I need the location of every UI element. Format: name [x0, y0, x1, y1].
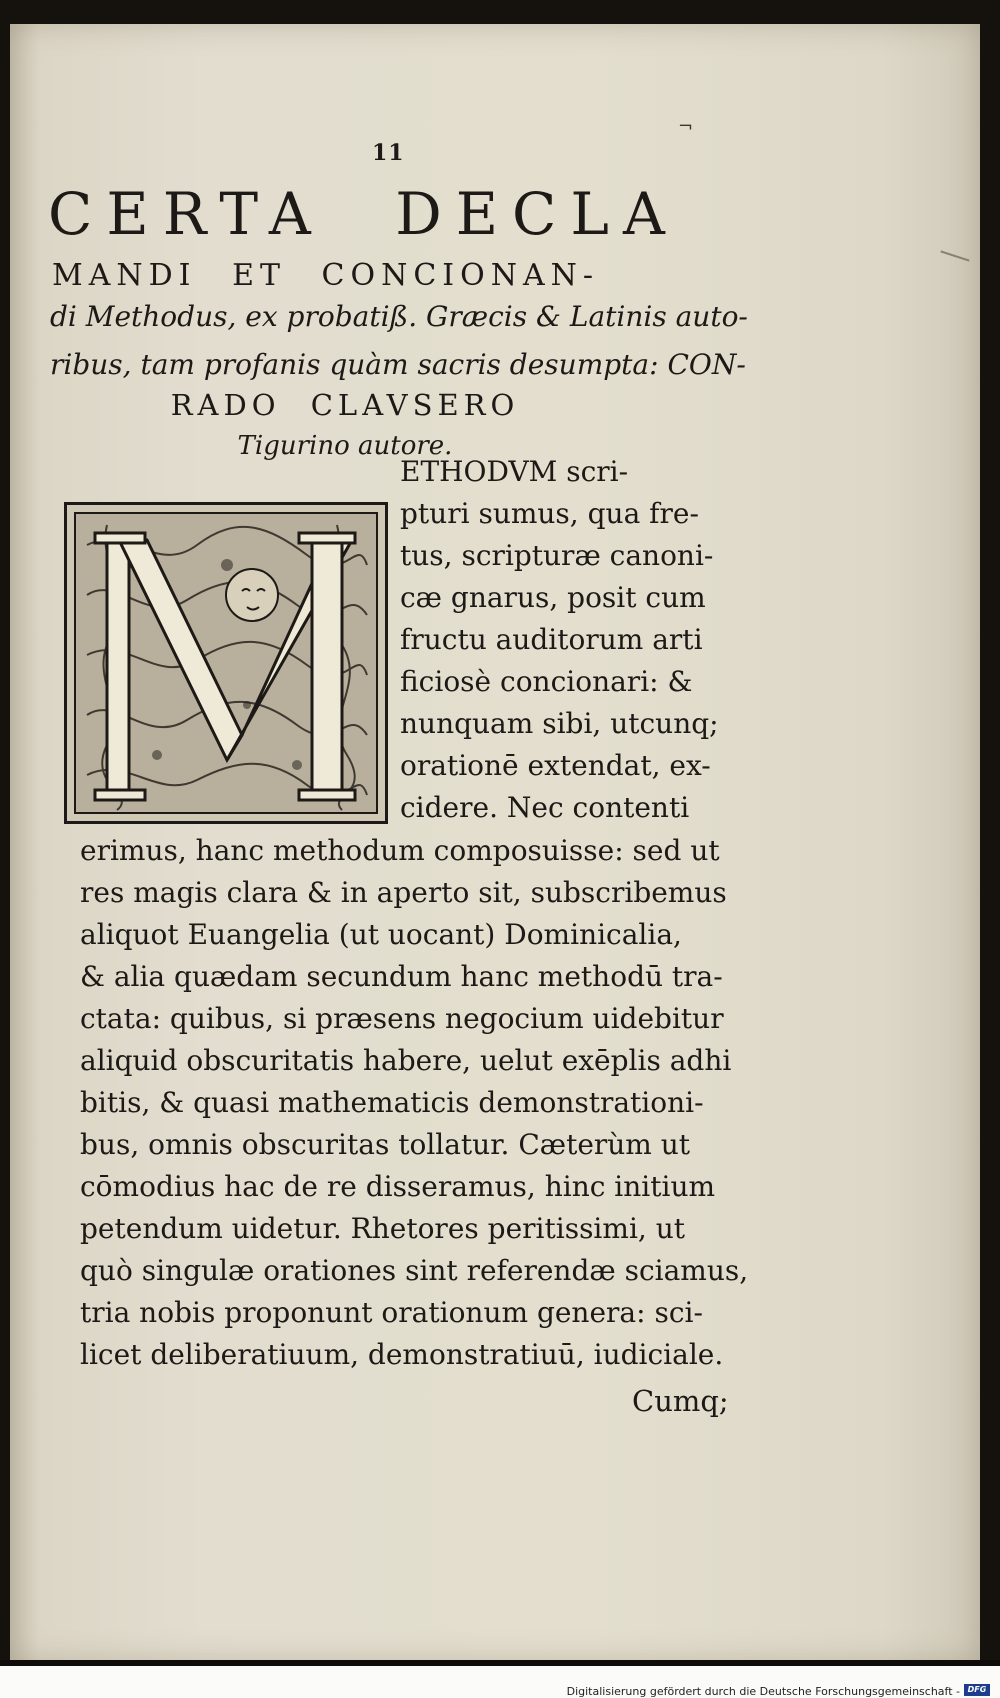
body-line: pturi sumus, qua fre- [400, 497, 699, 530]
funding-notice: Digitalisierung gefördert durch die Deutsche Forschungsgemeinschaft - [566, 1685, 960, 1698]
body-line: ETHODVM scri- [400, 455, 629, 488]
body-line: bitis, & quasi mathematicis demonstrationi- [80, 1086, 704, 1119]
body-line: erimus, hanc methodum composuisse: sed ut [80, 834, 720, 867]
body-line: petendum uidetur. Rhetores peritissimi, ut [80, 1212, 685, 1245]
body-line: cidere. Nec contenti [400, 791, 690, 824]
body-line: licet deliberatiuum, demonstratiuū, iudiciale. [80, 1338, 724, 1371]
body-line: orationē extendat, ex- [400, 749, 711, 782]
signature-mark: ¬ [678, 116, 694, 137]
folio-number: 11 [372, 140, 405, 166]
body-line: quò singulæ orationes sint referendæ sciamus, [80, 1254, 749, 1287]
body-line: bus, omnis obscuritas tollatur. Cæterùm ut [80, 1128, 691, 1161]
decorated-initial-icon [64, 502, 388, 824]
title-line-1: CERTA DECLA [48, 180, 679, 248]
title-line-5: RADO CLAVSERO [170, 388, 520, 422]
title-line-2: MANDI ET CONCIONAN- [52, 258, 600, 293]
title-line-4: ribus, tam profanis quàm sacris desumpta: CON- [50, 348, 746, 381]
initial-woodcut [67, 505, 385, 821]
body-line: cæ gnarus, posit cum [400, 581, 706, 614]
body-line: cōmodius hac de re disseramus, hinc initium [80, 1170, 716, 1203]
body-line: aliquid obscuritatis habere, uelut exēplis adhi [80, 1044, 732, 1077]
body-line: aliquot Euangelia (ut uocant) Dominicalia, [80, 918, 682, 951]
body-line: res magis clara & in aperto sit, subscribemus [80, 876, 727, 909]
catchword: Cumq; [632, 1384, 729, 1418]
dfg-logo-icon: DFG [964, 1684, 990, 1696]
body-line: ficiosè concionari: & [400, 665, 693, 698]
body-line: tus, scripturæ canoni- [400, 539, 714, 572]
title-line-3: di Methodus, ex probatiß. Græcis & Latinis auto- [50, 300, 748, 333]
body-line: tria nobis proponunt orationum genera: sci- [80, 1296, 703, 1329]
title-line-6: Tigurino autore. [237, 431, 453, 461]
body-line: & alia quædam secundum hanc methodū tra- [80, 960, 723, 993]
body-line: nunquam sibi, utcunq; [400, 707, 719, 740]
body-line: fructu auditorum arti [400, 623, 703, 656]
body-line: ctata: quibus, si præsens negocium uidebitur [80, 1002, 724, 1035]
